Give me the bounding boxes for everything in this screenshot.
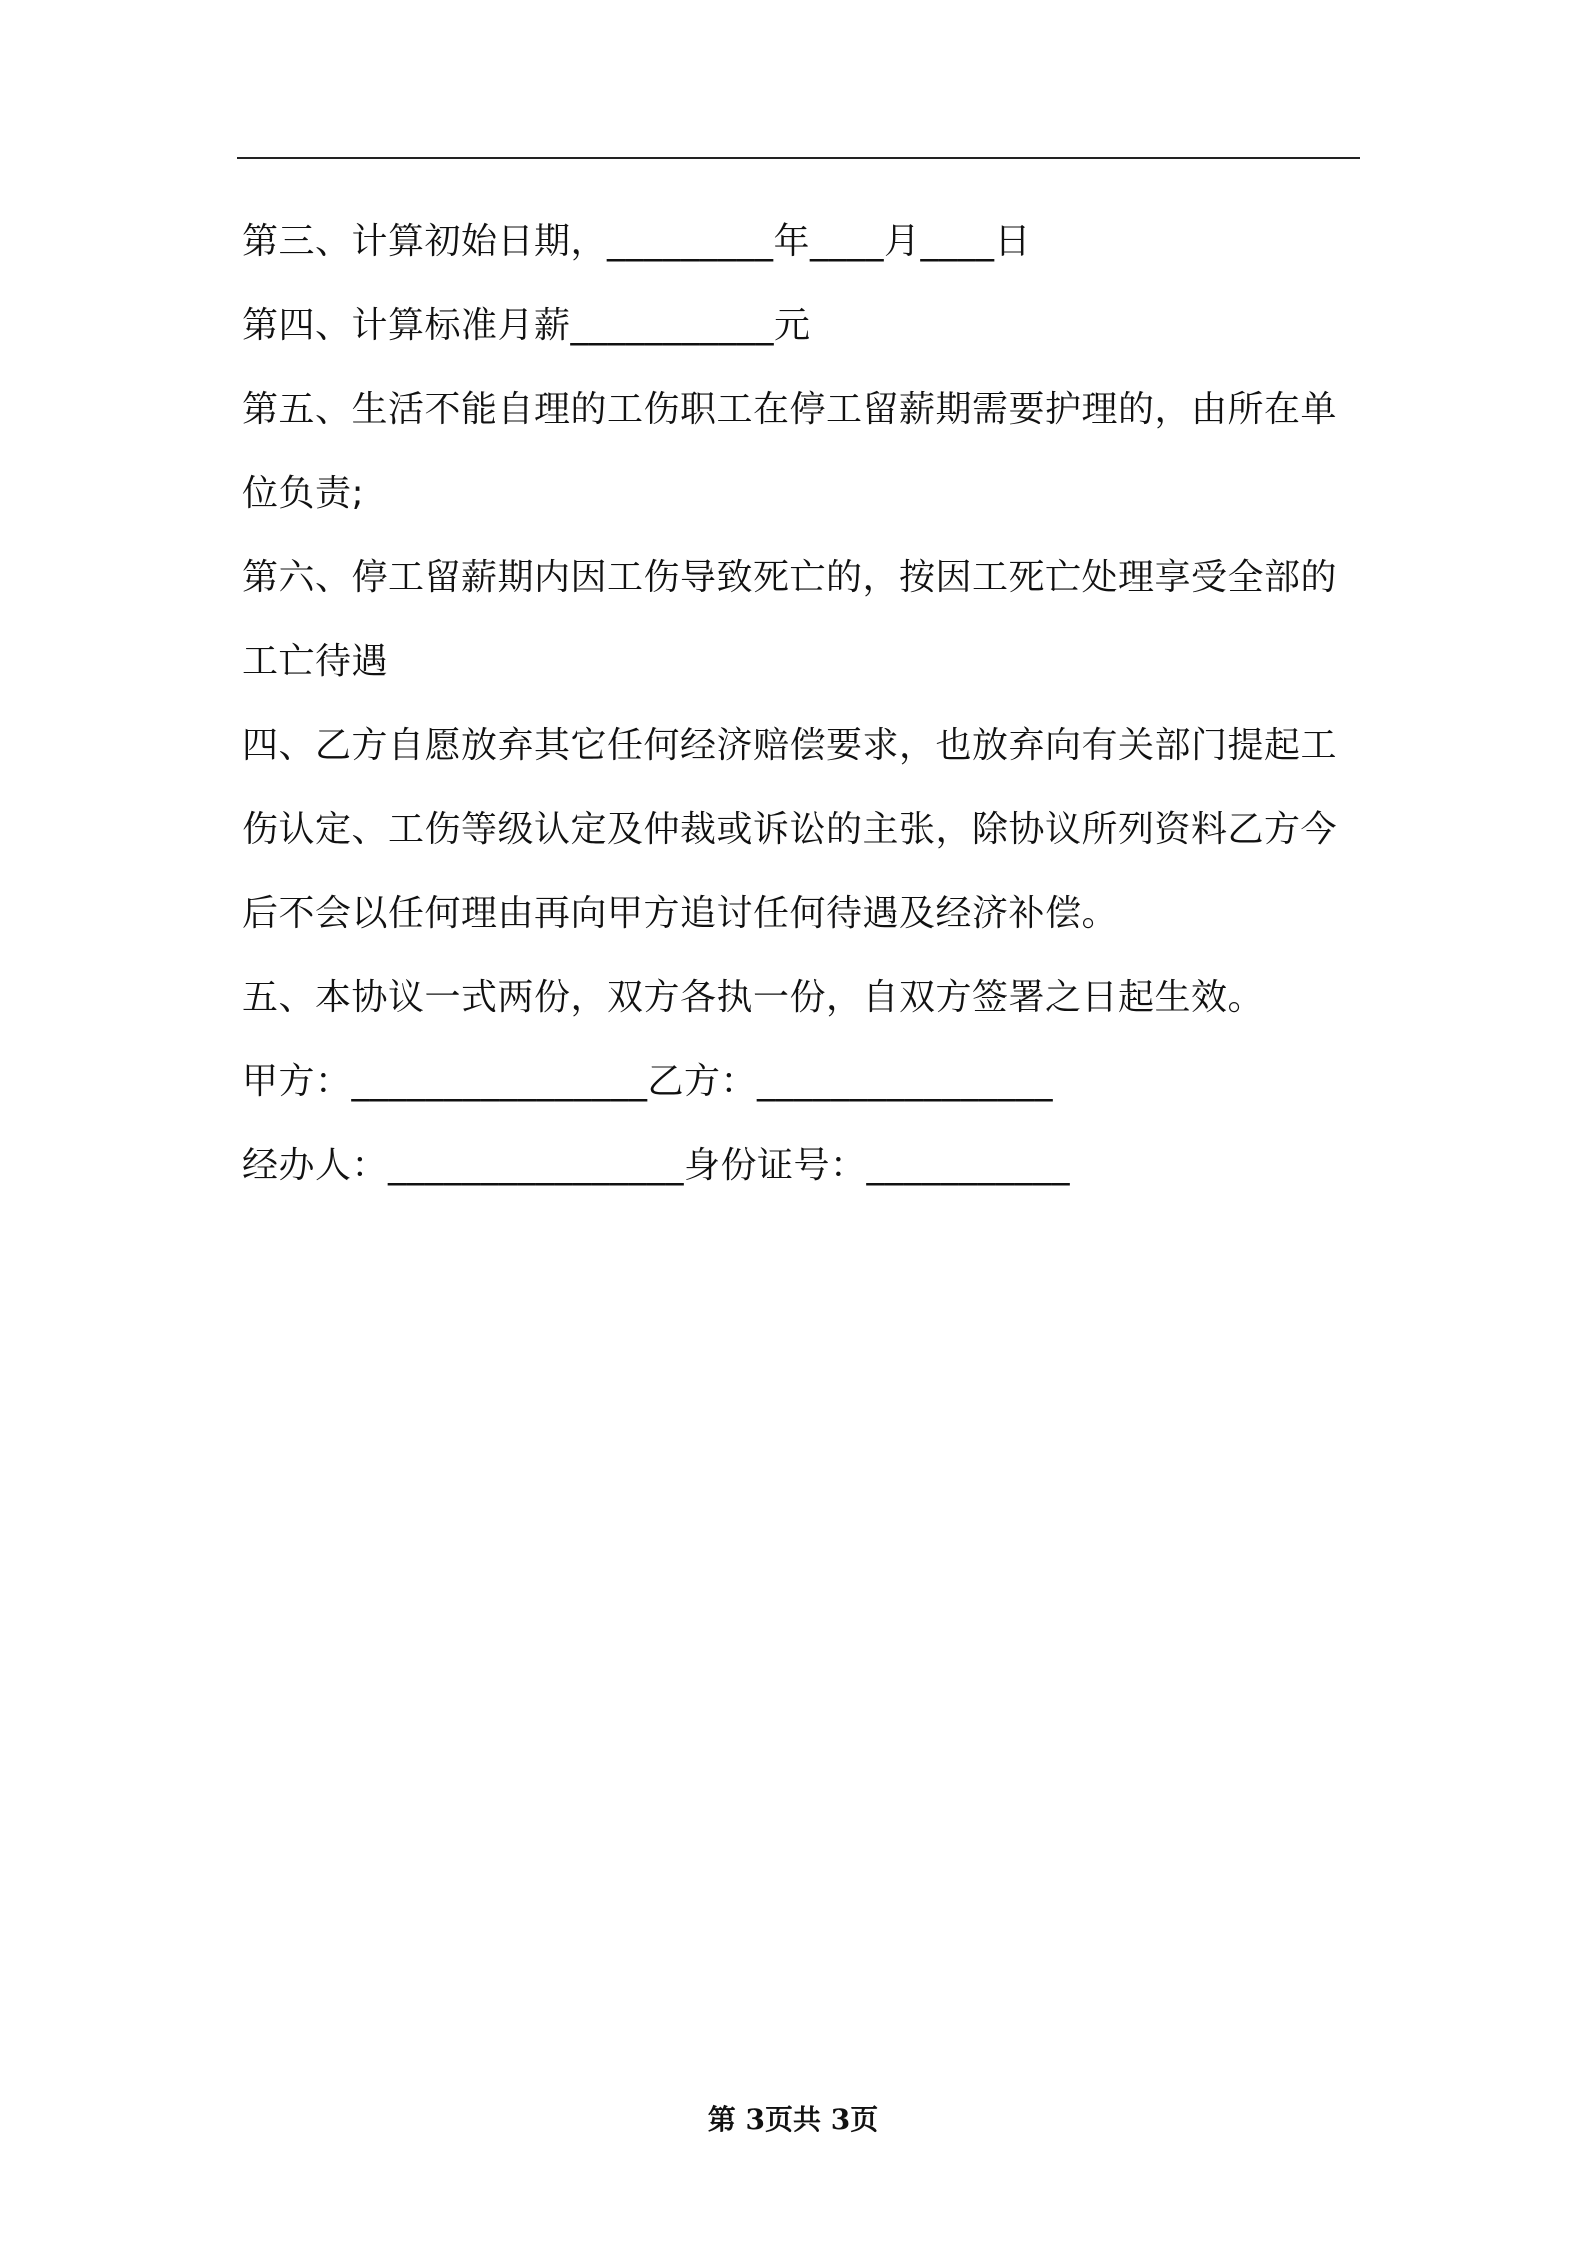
section-4-waiver-line-3: 后不会以任何理由再向甲方追讨任何待遇及经济补偿。	[242, 893, 1119, 934]
clause-5-care-line-1: 第五、生活不能自理的工伤职工在停工留薪期需要护理的，由所在单	[242, 389, 1338, 430]
clause-6-death-line-2: 工亡待遇	[242, 641, 389, 682]
section-5-effect: 五、本协议一式两份，双方各执一份，自双方签署之日起生效。	[242, 977, 1265, 1018]
document-body	[242, 200, 1362, 1208]
clause-3-start-date: 第三、计算初始日期，_________年____月____日	[242, 221, 1032, 262]
clause-4-monthly-salary: 第四、计算标准月薪___________元	[242, 305, 811, 346]
section-4-waiver-line-2: 伤认定、工伤等级认定及仲裁或诉讼的主张，除协议所列资料乙方今	[242, 809, 1338, 850]
section-4-waiver-line-1: 四、乙方自愿放弃其它任何经济赔偿要求，也放弃向有关部门提起工	[242, 725, 1338, 766]
signature-agent-id: 经办人：________________身份证号：___________	[242, 1145, 1071, 1186]
page-number: 第 3页共 3页	[707, 2103, 879, 2136]
header-rule	[237, 157, 1360, 159]
signature-parties: 甲方：________________乙方：________________	[242, 1061, 1054, 1102]
clause-5-care-line-2: 位负责;	[242, 473, 365, 514]
clause-6-death-line-1: 第六、停工留薪期内因工伤导致死亡的，按因工死亡处理享受全部的	[242, 557, 1338, 598]
